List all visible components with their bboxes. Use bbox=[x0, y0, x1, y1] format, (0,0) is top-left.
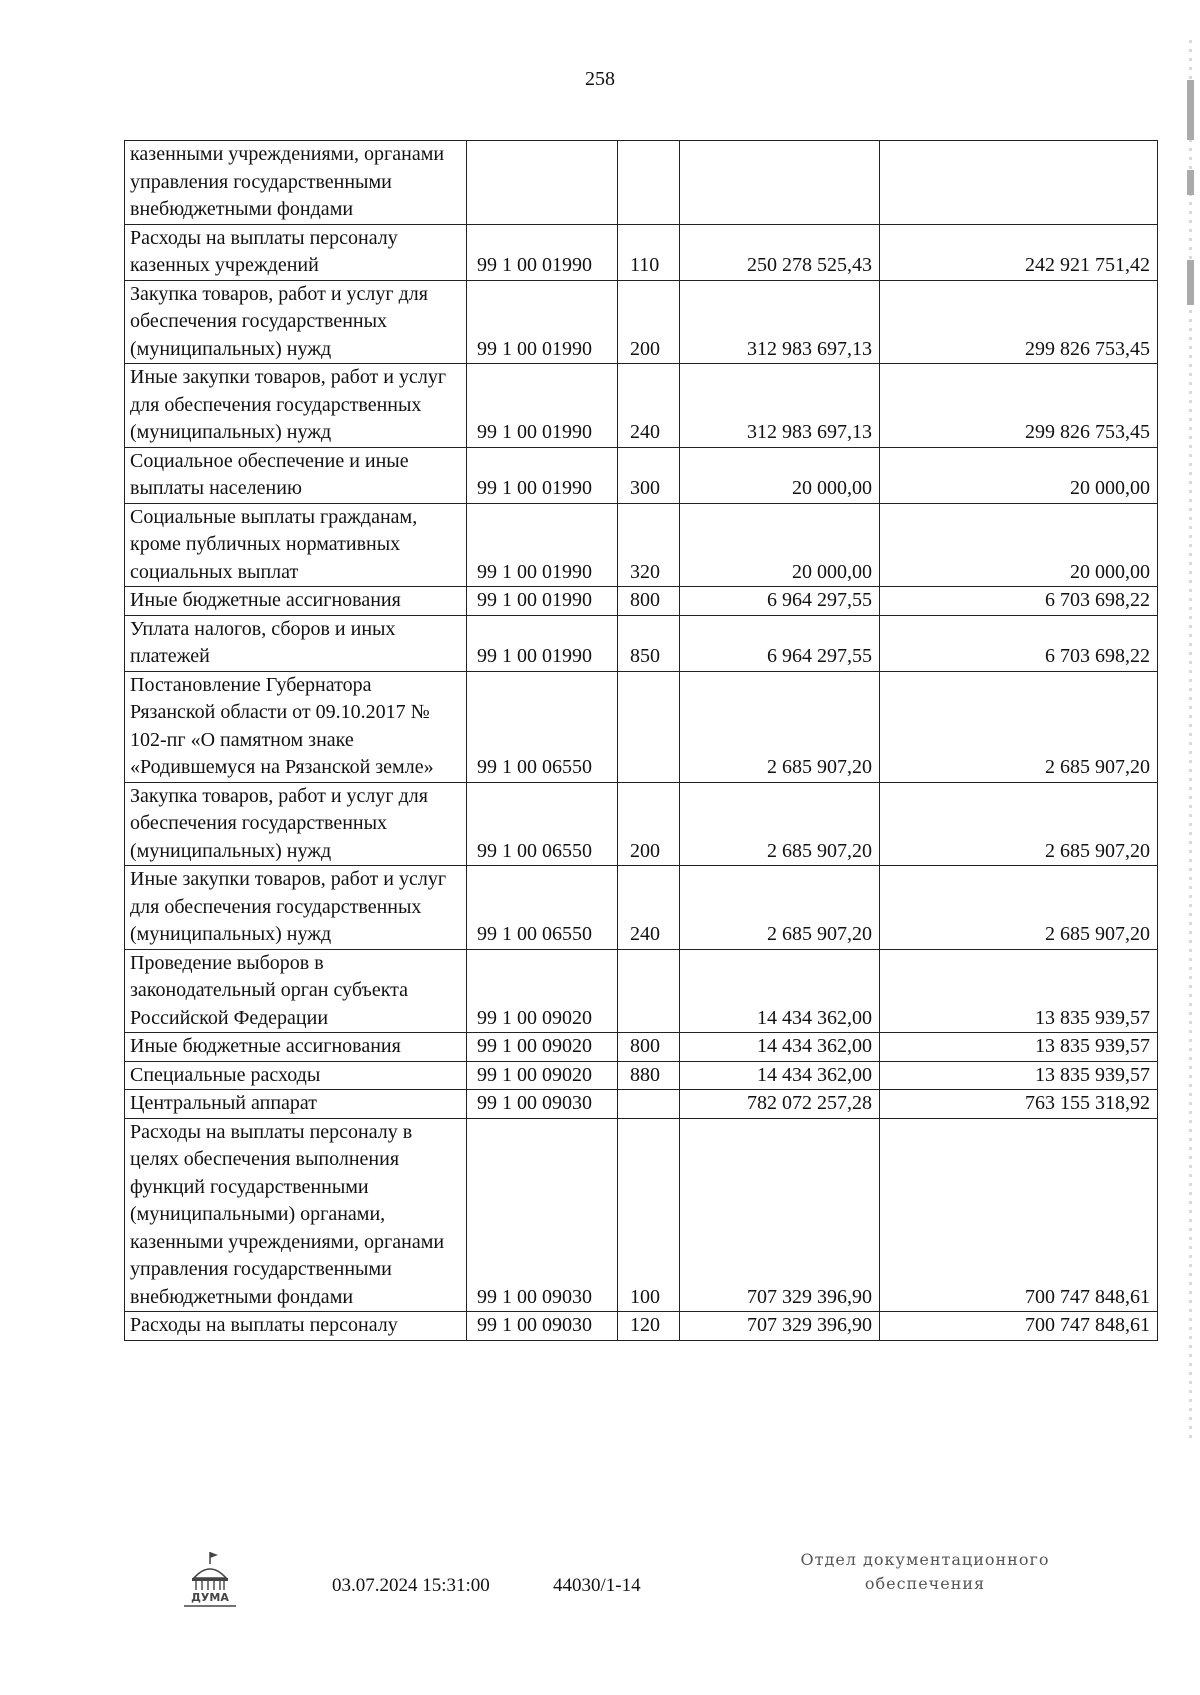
row-name-cell: Расходы на выплаты персоналу в целях обеспечения выполнения функций государственными (муниципальными) органами, казенными учреждениями, органами управления государственными внебюджетными фондами bbox=[125, 1118, 467, 1312]
row-name-cell: Иные закупки товаров, работ и услуг для обеспечения государственных (муниципальных) нужд bbox=[125, 364, 467, 448]
row-name-cell: Центральный аппарат bbox=[125, 1090, 467, 1119]
page-number: 258 bbox=[585, 68, 615, 90]
row-sum-2024-cell: 700 747 848,61 bbox=[880, 1312, 1158, 1341]
row-name-cell: Закупка товаров, работ и услуг для обеспечения государственных (муниципальных) нужд bbox=[125, 280, 467, 364]
row-sum-2024-cell: 242 921 751,42 bbox=[880, 224, 1158, 280]
row-code-cell: 99 1 00 01990 bbox=[467, 503, 618, 587]
row-code-cell: 99 1 00 09030 bbox=[467, 1118, 618, 1312]
row-sum-2023-cell: 6 964 297,55 bbox=[680, 587, 880, 616]
table-row bbox=[125, 503, 1158, 587]
logo-text: ДУМА bbox=[191, 1591, 229, 1604]
row-sum-2024-cell: 2 685 907,20 bbox=[880, 782, 1158, 866]
table-row bbox=[125, 782, 1158, 866]
row-type-cell: 110 bbox=[618, 224, 680, 280]
table-row bbox=[125, 1061, 1158, 1090]
row-name-cell: Иные бюджетные ассигнования bbox=[125, 1033, 467, 1062]
row-sum-2024-cell: 13 835 939,57 bbox=[880, 949, 1158, 1033]
row-name-cell: Постановление Губернатора Рязанской области от 09.10.2017 № 102-пг «О памятном знаке «Родившемуся на Рязанской земле» bbox=[125, 671, 467, 782]
table-row bbox=[125, 949, 1158, 1033]
row-type-cell: 200 bbox=[618, 782, 680, 866]
table-row bbox=[125, 364, 1158, 448]
table-row bbox=[125, 141, 1158, 225]
row-sum-2023-cell: 782 072 257,28 bbox=[680, 1090, 880, 1119]
row-sum-2024-cell: 299 826 753,45 bbox=[880, 364, 1158, 448]
row-sum-2024-cell: 20 000,00 bbox=[880, 503, 1158, 587]
row-type-cell: 240 bbox=[618, 866, 680, 950]
budget-table bbox=[124, 140, 1158, 1341]
row-sum-2023-cell: 707 329 396,90 bbox=[680, 1312, 880, 1341]
footer-datetime: 03.07.2024 15:31:00 bbox=[332, 1575, 490, 1596]
row-sum-2024-cell: 6 703 698,22 bbox=[880, 587, 1158, 616]
row-sum-2023-cell: 250 278 525,43 bbox=[680, 224, 880, 280]
row-type-cell: 100 bbox=[618, 1118, 680, 1312]
row-code-cell: 99 1 00 09020 bbox=[467, 1033, 618, 1062]
row-type-cell: 880 bbox=[618, 1061, 680, 1090]
row-name-cell: Расходы на выплаты персоналу казенных учреждений bbox=[125, 224, 467, 280]
row-name-cell: Уплата налогов, сборов и иных платежей bbox=[125, 615, 467, 671]
table-row bbox=[125, 1312, 1158, 1341]
table-row bbox=[125, 587, 1158, 616]
row-sum-2023-cell: 707 329 396,90 bbox=[680, 1118, 880, 1312]
row-sum-2023-cell: 14 434 362,00 bbox=[680, 1033, 880, 1062]
scan-edge-artifact bbox=[1189, 40, 1192, 1440]
row-code-cell: 99 1 00 06550 bbox=[467, 782, 618, 866]
row-type-cell: 240 bbox=[618, 364, 680, 448]
row-type-cell: 800 bbox=[618, 587, 680, 616]
table-row bbox=[125, 866, 1158, 950]
footer-doc-number: 44030/1-14 bbox=[553, 1575, 641, 1596]
row-sum-2023-cell: 312 983 697,13 bbox=[680, 364, 880, 448]
row-code-cell: 99 1 00 01990 bbox=[467, 364, 618, 448]
row-sum-2024-cell: 299 826 753,45 bbox=[880, 280, 1158, 364]
row-code-cell: 99 1 00 01990 bbox=[467, 224, 618, 280]
row-type-cell bbox=[618, 141, 680, 225]
row-sum-2024-cell: 763 155 318,92 bbox=[880, 1090, 1158, 1119]
row-name-cell: Иные закупки товаров, работ и услуг для обеспечения государственных (муниципальных) нужд bbox=[125, 866, 467, 950]
row-code-cell: 99 1 00 01990 bbox=[467, 587, 618, 616]
row-code-cell: 99 1 00 09030 bbox=[467, 1090, 618, 1119]
table-row bbox=[125, 1090, 1158, 1119]
row-sum-2023-cell: 2 685 907,20 bbox=[680, 866, 880, 950]
row-sum-2024-cell: 13 835 939,57 bbox=[880, 1061, 1158, 1090]
row-sum-2023-cell: 2 685 907,20 bbox=[680, 671, 880, 782]
row-sum-2024-cell: 700 747 848,61 bbox=[880, 1118, 1158, 1312]
duma-building-logo-icon bbox=[178, 1548, 242, 1610]
row-name-cell: Закупка товаров, работ и услуг для обеспечения государственных (муниципальных) нужд bbox=[125, 782, 467, 866]
stamp-line-1: Отдел документационного bbox=[800, 1550, 1050, 1569]
row-code-cell: 99 1 00 09020 bbox=[467, 949, 618, 1033]
row-name-cell: Социальные выплаты гражданам, кроме публичных нормативных социальных выплат bbox=[125, 503, 467, 587]
row-type-cell: 320 bbox=[618, 503, 680, 587]
row-sum-2023-cell: 14 434 362,00 bbox=[680, 949, 880, 1033]
row-sum-2023-cell: 14 434 362,00 bbox=[680, 1061, 880, 1090]
department-stamp bbox=[775, 1548, 1075, 1596]
row-sum-2024-cell bbox=[880, 141, 1158, 225]
row-code-cell: 99 1 00 01990 bbox=[467, 447, 618, 503]
row-sum-2024-cell: 20 000,00 bbox=[880, 447, 1158, 503]
row-type-cell: 850 bbox=[618, 615, 680, 671]
row-sum-2023-cell bbox=[680, 141, 880, 225]
row-name-cell: Социальное обеспечение и иные выплаты населению bbox=[125, 447, 467, 503]
row-sum-2023-cell: 20 000,00 bbox=[680, 503, 880, 587]
row-sum-2023-cell: 2 685 907,20 bbox=[680, 782, 880, 866]
row-code-cell: 99 1 00 06550 bbox=[467, 866, 618, 950]
row-sum-2023-cell: 6 964 297,55 bbox=[680, 615, 880, 671]
table-row bbox=[125, 1033, 1158, 1062]
row-code-cell: 99 1 00 09020 bbox=[467, 1061, 618, 1090]
row-type-cell: 120 bbox=[618, 1312, 680, 1341]
table-body bbox=[125, 141, 1158, 1341]
table-row bbox=[125, 224, 1158, 280]
row-sum-2023-cell: 312 983 697,13 bbox=[680, 280, 880, 364]
table-row bbox=[125, 1118, 1158, 1312]
row-type-cell: 800 bbox=[618, 1033, 680, 1062]
row-name-cell: Проведение выборов в законодательный орган субъекта Российской Федерации bbox=[125, 949, 467, 1033]
row-sum-2024-cell: 6 703 698,22 bbox=[880, 615, 1158, 671]
table-row bbox=[125, 280, 1158, 364]
row-name-cell: казенными учреждениями, органами управления государственными внебюджетными фондами bbox=[125, 141, 467, 225]
stamp-line-2: обеспечения bbox=[864, 1574, 986, 1593]
row-type-cell bbox=[618, 949, 680, 1033]
row-sum-2023-cell: 20 000,00 bbox=[680, 447, 880, 503]
row-name-cell: Иные бюджетные ассигнования bbox=[125, 587, 467, 616]
row-name-cell: Специальные расходы bbox=[125, 1061, 467, 1090]
row-sum-2024-cell: 2 685 907,20 bbox=[880, 671, 1158, 782]
table-row bbox=[125, 615, 1158, 671]
row-type-cell bbox=[618, 671, 680, 782]
row-sum-2024-cell: 13 835 939,57 bbox=[880, 1033, 1158, 1062]
row-code-cell: 99 1 00 06550 bbox=[467, 671, 618, 782]
table-row bbox=[125, 671, 1158, 782]
row-type-cell bbox=[618, 1090, 680, 1119]
table-row bbox=[125, 447, 1158, 503]
row-code-cell: 99 1 00 09030 bbox=[467, 1312, 618, 1341]
row-name-cell: Расходы на выплаты персоналу bbox=[125, 1312, 467, 1341]
row-type-cell: 200 bbox=[618, 280, 680, 364]
row-type-cell: 300 bbox=[618, 447, 680, 503]
row-sum-2024-cell: 2 685 907,20 bbox=[880, 866, 1158, 950]
row-code-cell bbox=[467, 141, 618, 225]
row-code-cell: 99 1 00 01990 bbox=[467, 280, 618, 364]
row-code-cell: 99 1 00 01990 bbox=[467, 615, 618, 671]
